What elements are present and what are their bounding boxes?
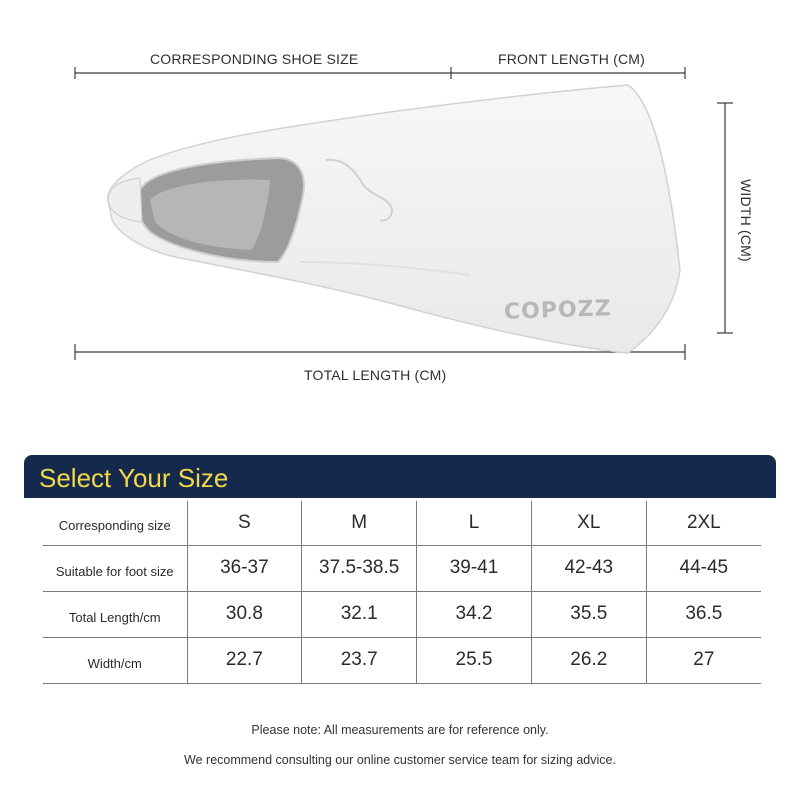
size-chart-title: Select Your Size <box>39 463 229 493</box>
row-label: Corresponding size <box>43 501 187 545</box>
table-cell: 39-41 <box>417 545 532 591</box>
reference-note: Please note: All measurements are for reference only. <box>251 723 549 737</box>
table-cell: 36.5 <box>646 591 761 637</box>
total-length-label: TOTAL LENGTH (CM) <box>304 367 447 383</box>
table-cell: 22.7 <box>187 637 302 683</box>
row-label: Suitable for foot size <box>43 545 187 591</box>
size-s-cell: S <box>187 501 302 545</box>
table-cell: 27 <box>646 637 761 683</box>
table-cell: 23.7 <box>302 637 417 683</box>
table-cell: 42-43 <box>531 545 646 591</box>
size-table <box>43 501 761 684</box>
size-m-cell: M <box>302 501 417 545</box>
table-row <box>43 545 761 591</box>
shoe-size-dimension-line <box>75 67 451 79</box>
width-label: WIDTH (CM) <box>738 179 754 262</box>
row-label: Width/cm <box>43 637 187 683</box>
table-cell: 25.5 <box>417 637 532 683</box>
table-cell: 32.1 <box>302 591 417 637</box>
table-cell: 36-37 <box>187 545 302 591</box>
size-chart-header <box>24 455 776 498</box>
table-row <box>43 591 761 637</box>
shoe-size-label: CORRESPONDING SHOE SIZE <box>150 51 359 67</box>
size-xl-cell: XL <box>531 501 646 545</box>
table-cell: 26.2 <box>531 637 646 683</box>
sizing-advice-note: We recommend consulting our online customer service team for sizing advice. <box>184 753 616 767</box>
table-cell: 35.5 <box>531 591 646 637</box>
size-l-cell: L <box>417 501 532 545</box>
size-chart <box>24 455 776 685</box>
table-cell: 34.2 <box>417 591 532 637</box>
table-row <box>43 637 761 683</box>
front-length-dimension-line <box>451 67 685 79</box>
table-row <box>43 501 761 545</box>
table-cell: 44-45 <box>646 545 761 591</box>
front-length-label: FRONT LENGTH (CM) <box>498 51 646 67</box>
row-label: Total Length/cm <box>43 591 187 637</box>
table-cell: 30.8 <box>187 591 302 637</box>
width-dimension-line <box>717 103 733 333</box>
brand-logo: COPOZZ <box>503 296 612 325</box>
table-cell: 37.5-38.5 <box>302 545 417 591</box>
size-2xl-cell: 2XL <box>646 501 761 545</box>
